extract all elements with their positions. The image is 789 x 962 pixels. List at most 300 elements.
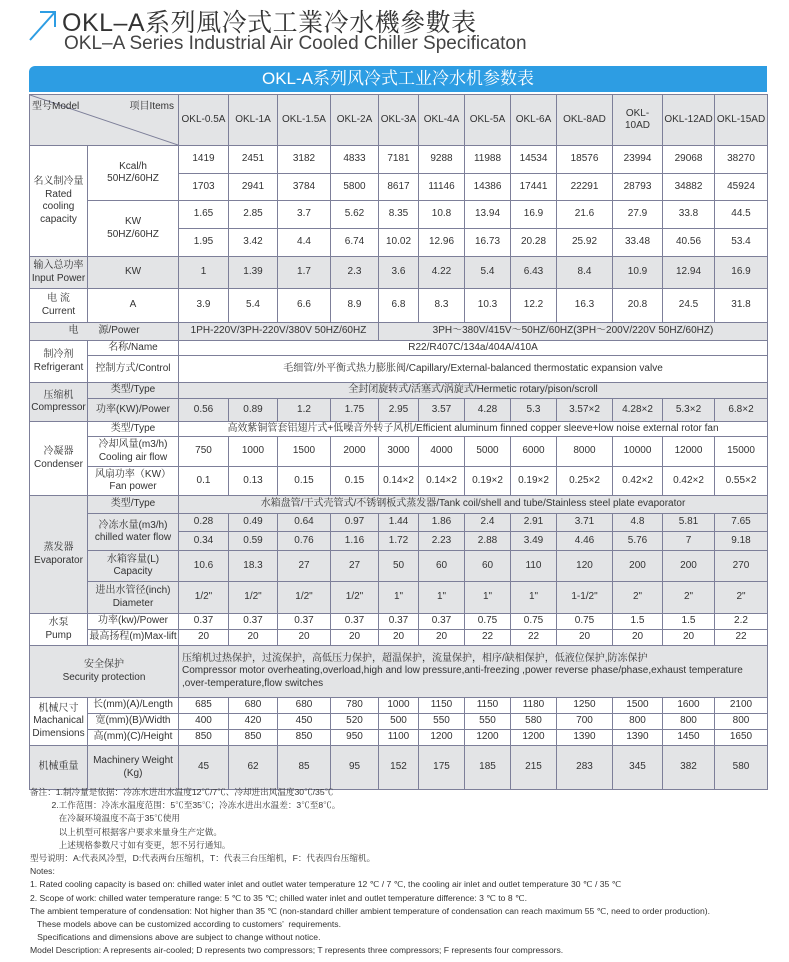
sub-label: KW xyxy=(88,257,179,289)
value-cell: 29068 xyxy=(663,146,715,174)
sub-label: 功率(KW)/Power xyxy=(88,399,179,422)
table-row xyxy=(30,582,768,614)
sub-label: 长(mm)(A)/Length xyxy=(88,698,179,714)
note-line: 2. Scope of work: chilled water temperature range: 5 ℃ to 35 ℃; chilled water inlet and outlet temperature difference: 3 ℃ to 8 ℃. xyxy=(30,892,528,903)
note-line: 1. Rated cooling capacity is based on: chilled water inlet and outlet water temperature 12 ℃ / 7 ℃, the cooling air inlet and outlet temperature 30 ℃ / 35 ℃ xyxy=(30,879,622,890)
table-row xyxy=(30,257,768,289)
note-line: These models above can be customized according to customers’ requirements. xyxy=(30,919,341,930)
value-cell: 4.28×2 xyxy=(613,399,663,422)
value-cell: 1.65 xyxy=(179,201,229,229)
model-header: OKL-0.5A xyxy=(179,95,229,146)
value-cell: 6.6 xyxy=(278,289,331,323)
value-cell: 10000 xyxy=(613,437,663,467)
value-cell: 850 xyxy=(229,730,278,746)
value-cell: 1200 xyxy=(419,730,465,746)
value-cell: 16.9 xyxy=(511,201,557,229)
value-cell: 22 xyxy=(465,630,511,646)
value-cell: 8.9 xyxy=(331,289,379,323)
value-cell: 2.3 xyxy=(331,257,379,289)
value-cell: 0.28 xyxy=(179,514,229,532)
value-cell: 1180 xyxy=(511,698,557,714)
value-cell: 24.5 xyxy=(663,289,715,323)
note-line: The ambient temperature of condensation: Not higher than 35 ℃ (non-standard chiller ambient temperature of condensation can reach maximum 55 ℃, need to order production). xyxy=(30,905,710,916)
value-cell: 13.94 xyxy=(465,201,511,229)
sub-label: 高(mm)(C)/Height xyxy=(88,730,179,746)
value-cell: 1390 xyxy=(557,730,613,746)
value-cell: 53.4 xyxy=(715,229,768,257)
value-cell: 1/2" xyxy=(331,582,379,614)
sub-label: 功率(kw)/Power xyxy=(88,614,179,630)
value-cell: 60 xyxy=(419,551,465,582)
arrow-up-right-icon xyxy=(28,8,58,42)
value-cell: 200 xyxy=(663,551,715,582)
value-cell: 33.48 xyxy=(613,229,663,257)
value-cell: 20 xyxy=(419,630,465,646)
model-header: OKL-15AD xyxy=(715,95,768,146)
value-cell: 0.37 xyxy=(179,614,229,630)
value-cell: 152 xyxy=(379,746,419,790)
value-cell: 0.55×2 xyxy=(715,467,768,496)
value-cell: 1/2" xyxy=(179,582,229,614)
note-line: Notes: xyxy=(30,866,55,877)
value-cell: 40.56 xyxy=(663,229,715,257)
value-cell: 780 xyxy=(331,698,379,714)
value-cell: 21.6 xyxy=(557,201,613,229)
sub-label: 宽(mm)(B)/Width xyxy=(88,714,179,730)
value-cell: 6.74 xyxy=(331,229,379,257)
group-label: 冷凝器 Condenser xyxy=(30,422,88,496)
value-cell: 950 xyxy=(331,730,379,746)
row-label: 电 源/Power xyxy=(30,323,179,341)
value-cell: 580 xyxy=(511,714,557,730)
value-cell: 850 xyxy=(278,730,331,746)
note-line: 备注：1.制冷量是依据：冷冻水进出水温度12℃/7℃、冷却进出风温度30℃/35℃ xyxy=(30,787,334,797)
value-cell: 4.4 xyxy=(278,229,331,257)
note-line: 2.工作范围：冷冻水温度范围：5℃至35℃；冷冻水进出水温差：3℃至8℃。 xyxy=(30,800,341,811)
value-cell: 0.19×2 xyxy=(511,467,557,496)
model-header: OKL-2A xyxy=(331,95,379,146)
value-cell: 9288 xyxy=(419,146,465,174)
value-cell: 0.49 xyxy=(229,514,278,532)
value-cell: 44.5 xyxy=(715,201,768,229)
value-cell: 7181 xyxy=(379,146,419,174)
value-cell: 2" xyxy=(613,582,663,614)
group-label: 输入总功率 Input Power xyxy=(30,257,88,289)
header-row xyxy=(30,95,768,146)
value-cell: 0.75 xyxy=(557,614,613,630)
value-cell: 4.8 xyxy=(613,514,663,532)
value-cell: 2.85 xyxy=(229,201,278,229)
value-cell: 0.14×2 xyxy=(419,467,465,496)
value-cell: 1150 xyxy=(419,698,465,714)
value-cell: 850 xyxy=(179,730,229,746)
value-cell: 3.71 xyxy=(557,514,613,532)
value-cell: 215 xyxy=(511,746,557,790)
value-cell: 5000 xyxy=(465,437,511,467)
table-row xyxy=(30,467,768,496)
value-cell: 2" xyxy=(715,582,768,614)
value-cell: 4.28 xyxy=(465,399,511,422)
table-row xyxy=(30,646,768,698)
value-cell: 1150 xyxy=(465,698,511,714)
value-cell: 1.72 xyxy=(379,532,419,551)
value-cell: 1000 xyxy=(229,437,278,467)
value-cell: 14386 xyxy=(465,174,511,201)
value-cell: 3.7 xyxy=(278,201,331,229)
value-cell: 0.14×2 xyxy=(379,467,419,496)
value-cell: 0.76 xyxy=(278,532,331,551)
value-cell: 1200 xyxy=(465,730,511,746)
value-cell: 18.3 xyxy=(229,551,278,582)
span-cell: 毛细管/外平衡式热力膨胀阀/Capillary/External-balanced thermostatic expansion valve xyxy=(179,356,768,383)
value-cell: 16.73 xyxy=(465,229,511,257)
value-cell: 1/2" xyxy=(278,582,331,614)
value-cell: 680 xyxy=(278,698,331,714)
value-cell: 4833 xyxy=(331,146,379,174)
value-cell: 5800 xyxy=(331,174,379,201)
value-cell: 5.81 xyxy=(663,514,715,532)
value-cell: 11146 xyxy=(419,174,465,201)
protection-text: 压缩机过热保护，过流保护，高低压力保护，超温保护，流量保护，相序/缺相保护，低液位保护,防冻保护 Compressor motor overheating,overload,high and low pressure,anti-freezing ,power reverse phase/phase,exhaust temperature ,over-temperature,flow switches xyxy=(179,646,768,698)
table-row xyxy=(30,614,768,630)
value-cell: 450 xyxy=(278,714,331,730)
value-cell: 1419 xyxy=(179,146,229,174)
value-cell: 345 xyxy=(613,746,663,790)
value-cell: 3784 xyxy=(278,174,331,201)
value-cell: 6.8 xyxy=(379,289,419,323)
value-cell: 6.8×2 xyxy=(715,399,768,422)
value-cell: 1.39 xyxy=(229,257,278,289)
group-label: 压缩机 Compressor xyxy=(30,383,88,422)
value-cell: 2.23 xyxy=(419,532,465,551)
value-cell: 1.7 xyxy=(278,257,331,289)
table-row xyxy=(30,289,768,323)
value-cell: 8617 xyxy=(379,174,419,201)
value-cell: 20 xyxy=(613,630,663,646)
value-cell: 34882 xyxy=(663,174,715,201)
note-line: Specifications and dimensions above are subject to change without notice. xyxy=(30,932,321,943)
value-cell: 1" xyxy=(419,582,465,614)
value-cell: 1" xyxy=(511,582,557,614)
value-cell: 16.9 xyxy=(715,257,768,289)
table-row xyxy=(30,437,768,467)
value-cell: 8.3 xyxy=(419,289,465,323)
value-cell: 0.59 xyxy=(229,532,278,551)
value-cell: 28793 xyxy=(613,174,663,201)
value-cell: 175 xyxy=(419,746,465,790)
value-cell: 1/2" xyxy=(229,582,278,614)
value-cell: 700 xyxy=(557,714,613,730)
value-cell: 5.3 xyxy=(511,399,557,422)
value-cell: 22 xyxy=(511,630,557,646)
value-cell: 0.37 xyxy=(379,614,419,630)
value-cell: 3.6 xyxy=(379,257,419,289)
sub-label: KW 50HZ/60HZ xyxy=(88,201,179,257)
value-cell: 95 xyxy=(331,746,379,790)
model-label: 型号Model xyxy=(32,101,80,112)
value-cell: 2.88 xyxy=(465,532,511,551)
value-cell: 1600 xyxy=(663,698,715,714)
note-line: 型号说明：A:代表风冷型，D:代表两台压缩机，T：代表三台压缩机，F：代表四台压缩机。 xyxy=(30,853,376,864)
group-label: 水泵 Pump xyxy=(30,614,88,646)
value-cell: 3182 xyxy=(278,146,331,174)
value-cell: 6000 xyxy=(511,437,557,467)
value-cell: 500 xyxy=(379,714,419,730)
value-cell: 1650 xyxy=(715,730,768,746)
value-cell: 0.34 xyxy=(179,532,229,551)
sub-label: 冷冻水量(m3/h) chilled water flow xyxy=(88,514,179,551)
value-cell: 420 xyxy=(229,714,278,730)
table-row xyxy=(30,714,768,730)
value-cell: 1.95 xyxy=(179,229,229,257)
value-cell: 1450 xyxy=(663,730,715,746)
table-row xyxy=(30,496,768,514)
model-header: OKL-5A xyxy=(465,95,511,146)
value-cell: 1 xyxy=(179,257,229,289)
value-cell: 5.4 xyxy=(229,289,278,323)
table-row xyxy=(30,698,768,714)
value-cell: 2000 xyxy=(331,437,379,467)
value-cell: 62 xyxy=(229,746,278,790)
value-cell: 3.57×2 xyxy=(557,399,613,422)
value-cell: 0.37 xyxy=(331,614,379,630)
span-cell: 水箱盘管/干式壳管式/不锈钢板式蒸发器/Tank coil/shell and tube/Stainless steel plate evaporator xyxy=(179,496,768,514)
value-cell: 33.8 xyxy=(663,201,715,229)
page-title: OKL–A系列風冷式工業冷水機參數表 xyxy=(62,9,477,37)
value-cell: 20.28 xyxy=(511,229,557,257)
sub-label: 名称/Name xyxy=(88,341,179,356)
span-cell: 1PH-220V/3PH-220V/380V 50HZ/60HZ xyxy=(179,323,379,341)
value-cell: 800 xyxy=(663,714,715,730)
value-cell: 550 xyxy=(419,714,465,730)
value-cell: 5.3×2 xyxy=(663,399,715,422)
value-cell: 27.9 xyxy=(613,201,663,229)
table-row xyxy=(30,514,768,532)
model-header: OKL-8AD xyxy=(557,95,613,146)
value-cell: 0.15 xyxy=(331,467,379,496)
value-cell: 45 xyxy=(179,746,229,790)
sub-label: Machinery Weight (Kg) xyxy=(88,746,179,790)
value-cell: 38270 xyxy=(715,146,768,174)
value-cell: 60 xyxy=(465,551,511,582)
sub-label: Kcal/h 50HZ/60HZ xyxy=(88,146,179,201)
value-cell: 85 xyxy=(278,746,331,790)
sub-label: 进出水管径(inch) Diameter xyxy=(88,582,179,614)
table-row xyxy=(30,730,768,746)
value-cell: 20 xyxy=(557,630,613,646)
value-cell: 382 xyxy=(663,746,715,790)
value-cell: 12.94 xyxy=(663,257,715,289)
value-cell: 680 xyxy=(229,698,278,714)
notes xyxy=(30,786,710,958)
table-row xyxy=(30,422,768,437)
group-label: 机械重量 xyxy=(30,746,88,790)
value-cell: 1.5 xyxy=(613,614,663,630)
value-cell: 0.75 xyxy=(511,614,557,630)
table-row xyxy=(30,356,768,383)
value-cell: 580 xyxy=(715,746,768,790)
value-cell: 14534 xyxy=(511,146,557,174)
value-cell: 1.86 xyxy=(419,514,465,532)
sub-label: 水箱容量(L) Capacity xyxy=(88,551,179,582)
value-cell: 10.3 xyxy=(465,289,511,323)
value-cell: 27 xyxy=(278,551,331,582)
value-cell: 0.89 xyxy=(229,399,278,422)
value-cell: 110 xyxy=(511,551,557,582)
value-cell: 1" xyxy=(465,582,511,614)
note-line: 以上机型可根据客户要求来量身生产定做。 xyxy=(30,826,222,837)
value-cell: 20 xyxy=(229,630,278,646)
value-cell: 0.19×2 xyxy=(465,467,511,496)
value-cell: 31.8 xyxy=(715,289,768,323)
table-title-bar: OKL-A系列风冷式工业冷水机参数表 xyxy=(29,66,767,92)
value-cell: 8.35 xyxy=(379,201,419,229)
value-cell: 550 xyxy=(465,714,511,730)
sub-label: A xyxy=(88,289,179,323)
value-cell: 27 xyxy=(331,551,379,582)
value-cell: 12.2 xyxy=(511,289,557,323)
value-cell: 9.18 xyxy=(715,532,768,551)
value-cell: 20.8 xyxy=(613,289,663,323)
value-cell: 23994 xyxy=(613,146,663,174)
model-header: OKL-10AD xyxy=(613,95,663,146)
value-cell: 4.46 xyxy=(557,532,613,551)
table-row xyxy=(30,630,768,646)
value-cell: 20 xyxy=(278,630,331,646)
value-cell: 2100 xyxy=(715,698,768,714)
value-cell: 0.15 xyxy=(278,467,331,496)
group-label: 机械尺寸 Machanical Dimensions xyxy=(30,698,88,746)
value-cell: 4000 xyxy=(419,437,465,467)
value-cell: 1.2 xyxy=(278,399,331,422)
value-cell: 3.57 xyxy=(419,399,465,422)
value-cell: 3000 xyxy=(379,437,419,467)
value-cell: 0.75 xyxy=(465,614,511,630)
value-cell: 1000 xyxy=(379,698,419,714)
spec-table xyxy=(29,94,768,790)
value-cell: 120 xyxy=(557,551,613,582)
value-cell: 16.3 xyxy=(557,289,613,323)
value-cell: 3.9 xyxy=(179,289,229,323)
value-cell: 1100 xyxy=(379,730,419,746)
value-cell: 0.56 xyxy=(179,399,229,422)
value-cell: 2.2 xyxy=(715,614,768,630)
value-cell: 17441 xyxy=(511,174,557,201)
value-cell: 1500 xyxy=(278,437,331,467)
sub-label: 类型/Type xyxy=(88,422,179,437)
value-cell: 10.9 xyxy=(613,257,663,289)
value-cell: 10.02 xyxy=(379,229,419,257)
value-cell: 0.13 xyxy=(229,467,278,496)
value-cell: 20 xyxy=(179,630,229,646)
value-cell: 0.37 xyxy=(419,614,465,630)
span-cell: R22/R407C/134a/404A/410A xyxy=(179,341,768,356)
model-header: OKL-4A xyxy=(419,95,465,146)
value-cell: 20 xyxy=(331,630,379,646)
value-cell: 1703 xyxy=(179,174,229,201)
value-cell: 7 xyxy=(663,532,715,551)
value-cell: 2.95 xyxy=(379,399,419,422)
value-cell: 1200 xyxy=(511,730,557,746)
value-cell: 0.42×2 xyxy=(613,467,663,496)
value-cell: 50 xyxy=(379,551,419,582)
value-cell: 18576 xyxy=(557,146,613,174)
value-cell: 8000 xyxy=(557,437,613,467)
value-cell: 270 xyxy=(715,551,768,582)
table-row xyxy=(30,201,768,229)
value-cell: 200 xyxy=(613,551,663,582)
value-cell: 8.4 xyxy=(557,257,613,289)
value-cell: 1.16 xyxy=(331,532,379,551)
model-header: OKL-1A xyxy=(229,95,278,146)
sub-label: 控制方式/Control xyxy=(88,356,179,383)
value-cell: 0.97 xyxy=(331,514,379,532)
value-cell: 3.42 xyxy=(229,229,278,257)
value-cell: 0.64 xyxy=(278,514,331,532)
value-cell: 2.91 xyxy=(511,514,557,532)
value-cell: 685 xyxy=(179,698,229,714)
value-cell: 400 xyxy=(179,714,229,730)
value-cell: 800 xyxy=(715,714,768,730)
value-cell: 5.4 xyxy=(465,257,511,289)
model-header: OKL-1.5A xyxy=(278,95,331,146)
value-cell: 1" xyxy=(379,582,419,614)
table-row xyxy=(30,399,768,422)
table-row xyxy=(30,146,768,174)
value-cell: 2.4 xyxy=(465,514,511,532)
group-label: 制冷剂 Refrigerant xyxy=(30,341,88,383)
value-cell: 2451 xyxy=(229,146,278,174)
value-cell: 5.62 xyxy=(331,201,379,229)
value-cell: 15000 xyxy=(715,437,768,467)
table-row xyxy=(30,383,768,399)
table-row xyxy=(30,323,768,341)
value-cell: 800 xyxy=(613,714,663,730)
group-label: 名义制冷量 Rated cooling capacity xyxy=(30,146,88,257)
value-cell: 10.6 xyxy=(179,551,229,582)
value-cell: 22 xyxy=(715,630,768,646)
value-cell: 1250 xyxy=(557,698,613,714)
page-subtitle: OKL–A Series Industrial Air Cooled Chiller Specificaton xyxy=(64,33,527,54)
span-cell: 3PH～380V/415V～50HZ/60HZ(3PH～200V/220V 50HZ/60HZ) xyxy=(379,323,768,341)
value-cell: 520 xyxy=(331,714,379,730)
value-cell: 22291 xyxy=(557,174,613,201)
value-cell: 185 xyxy=(465,746,511,790)
value-cell: 1-1/2" xyxy=(557,582,613,614)
value-cell: 10.8 xyxy=(419,201,465,229)
model-header: OKL-12AD xyxy=(663,95,715,146)
table-row xyxy=(30,341,768,356)
value-cell: 0.37 xyxy=(278,614,331,630)
note-line: Model Description: A represents air-cooled; D represents two compressors; T represents three compressors; F represents four compressors. xyxy=(30,945,564,956)
value-cell: 12.96 xyxy=(419,229,465,257)
value-cell: 0.37 xyxy=(229,614,278,630)
sub-label: 最高扬程(m)Max-lift xyxy=(88,630,179,646)
model-header: OKL-6A xyxy=(511,95,557,146)
value-cell: 45924 xyxy=(715,174,768,201)
model-header: OKL-3A xyxy=(379,95,419,146)
sub-label: 冷却风量(m3/h) Cooling air flow xyxy=(88,437,179,467)
value-cell: 1390 xyxy=(613,730,663,746)
group-label: 电 流 Current xyxy=(30,289,88,323)
value-cell: 2941 xyxy=(229,174,278,201)
value-cell: 1500 xyxy=(613,698,663,714)
note-line: 上述规格参数尺寸如有变更，恕不另行通知。 xyxy=(30,839,231,850)
group-label: 蒸发器 Evaporator xyxy=(30,496,88,614)
value-cell: 25.92 xyxy=(557,229,613,257)
value-cell: 3.49 xyxy=(511,532,557,551)
value-cell: 0.42×2 xyxy=(663,467,715,496)
